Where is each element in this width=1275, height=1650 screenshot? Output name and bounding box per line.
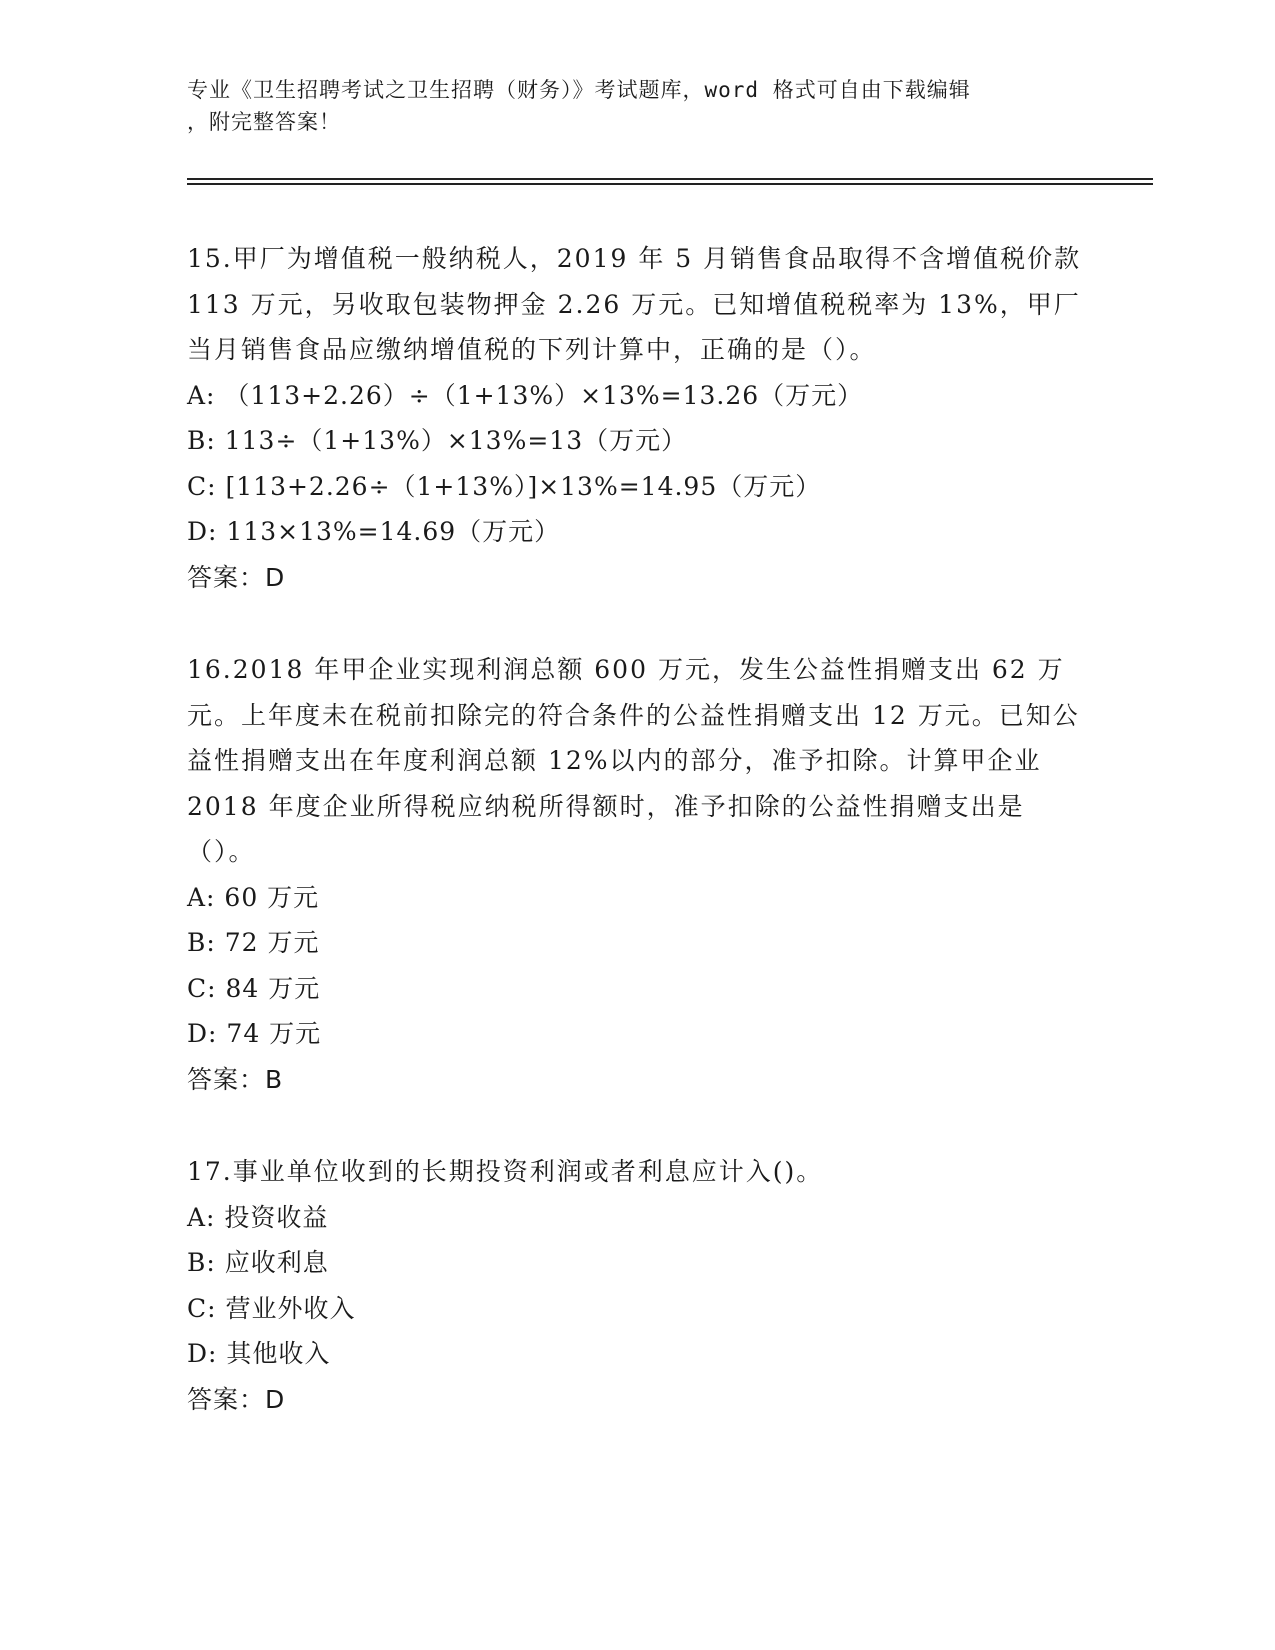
answer: 答案：D — [187, 562, 286, 592]
answer: 答案：B — [187, 1064, 284, 1094]
option-b: B: 应收利息 — [187, 1248, 329, 1277]
option-a: A: 投资收益 — [187, 1202, 329, 1232]
question-stem: 17.事业单位收到的长期投资利润或者利息应计入()。 — [187, 1157, 824, 1186]
option-b: B: 113÷（1+13%）×13%=13（万元） — [187, 426, 688, 455]
question-16 — [187, 647, 1087, 1102]
option-b: B: 72 万元 — [187, 928, 320, 957]
header-line-1: 专业《卫生招聘考试之卫生招聘（财务）》考试题库，word 格式可自由下载编辑 — [187, 78, 971, 102]
header-divider-bottom — [187, 183, 1153, 185]
option-d: D: 113×13%=14.69（万元） — [187, 517, 561, 546]
header-line-2: ，附完整答案！ — [187, 110, 341, 134]
option-c: C: [113+2.26÷（1+13%）]×13%=14.95（万元） — [187, 471, 822, 501]
question-15 — [187, 236, 1087, 600]
option-d: D: 其他收入 — [187, 1339, 331, 1368]
option-d: D: 74 万元 — [187, 1019, 322, 1048]
question-stem: 15.甲厂为增值税一般纳税人，2019 年 5 月销售食品取得不含增值税价款 113 万元，另收取包装物押金 2.26 万元。已知增值税税率为 13%，甲厂当月销售食品应缴纳增值税的下列计算中，正确的是（）。 — [187, 244, 1082, 364]
question-stem: 16.2018 年甲企业实现利润总额 600 万元，发生公益性捐赠支出 62 万元。上年度未在税前扣除完的符合条件的公益性捐赠支出 12 万元。已知公益性捐赠支出在年度利润总额 12%以内的部分，准予扣除。计算甲企业 2018 年度企业所得税应纳税所得额时，准予扣除的公益性捐赠支出是（）。 — [187, 655, 1080, 866]
question-list — [187, 236, 1087, 1469]
document-header — [187, 74, 1067, 138]
option-a: A: （113+2.26）÷（1+13%）×13%=13.26（万元） — [187, 380, 864, 410]
option-c: C: 84 万元 — [187, 973, 321, 1003]
option-c: C: 营业外收入 — [187, 1293, 356, 1323]
question-17 — [187, 1149, 1087, 1422]
option-a: A: 60 万元 — [187, 882, 320, 912]
header-divider-top — [187, 178, 1153, 180]
answer: 答案：D — [187, 1384, 286, 1414]
